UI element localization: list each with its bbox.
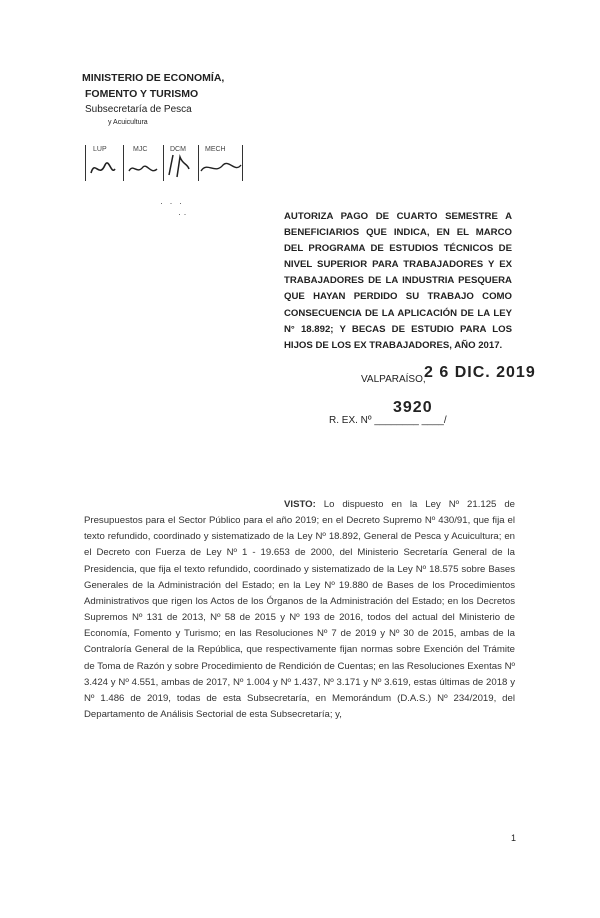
visto-paragraph (84, 497, 515, 723)
stamp-label-mjc: MJC (133, 146, 148, 153)
stamp-label-lup: LUP (93, 146, 107, 153)
margin-marks-2: · · (178, 209, 187, 219)
resolution-title: AUTORIZA PAGO DE CUARTO SEMESTRE A BENEFICIARIOS QUE INDICA, EN EL MARCO DEL PROGRAMA DE ESTUDIOS TÉCNICOS DE NIVEL SUPERIOR PARA TRABAJADORES Y EX TRABAJADORES DE LA INDUSTRIA PESQUERA QUE HAYAN PERDIDO SU TRABAJO COMO CONSECUENCIA DE LA APLICACIÓN DE LA LEY N° 18.892; Y BECAS DE ESTUDIO PARA LOS HIJOS DE LOS EX TRABAJADORES, AÑO 2017. (284, 211, 512, 351)
place-label: VALPARAÍSO, (361, 374, 426, 385)
visto-text: Lo dispuesto en la Ley Nº 21.125 de Presupuestos para el Sector Público para el año 2019; en el Decreto Supremo Nº 430/91, que fija el texto refundido, coordinado y sistematizado de la Ley Nº 18.892, General de Pesca y Acuicultura; en el Decreto con Fuerza de Ley Nº 1 - 19.653 de 2000, del Ministerio Secretaría General de la Presidencia, que fija el texto refundido, coordinado y sistematizado de la Ley Nº 18.575 sobre Bases Generales de la Administración del Estado; en la Ley Nº 19.880 de Bases de los Procedimientos Administrativos que rigen los Actos de los Órganos de la Administración del Estado; en los Decretos Supremos Nº 131 de 2013, Nº 58 de 2015 y Nº 193 de 2016, todos del actual del Ministerio de Economía, Fomento y Turismo; en las Resoluciones Nº 7 de 2019 y Nº 30 de 2015, ambas de la Contraloría General de la República, que respectivamente fijan normas sobre Exención del Trámite de Toma de Razón y sobre Procedimiento de Rendición de Cuentas; en las Resoluciones Exentas Nº 3.424 y Nº 4.551, ambas de 2017, Nº 1.004 y Nº 1.437, Nº 3.171 y Nº 3.619, estas últimas de 2018 y Nº 1.486 de 2019, todas de esta Subsecretaría, en Memorándum (D.A.S.) Nº 234/2019, del Departamento de Análisis Sectorial de esta Subsecretaría; y, (84, 499, 515, 721)
initials-stamp (85, 145, 243, 181)
visto-label: VISTO: (284, 499, 316, 510)
resolution-number: 3920 (393, 399, 433, 416)
resolution-label: R. EX. Nº ________ ____/ (329, 415, 447, 426)
date-stamp: 2 6 DIC. 2019 (424, 364, 536, 381)
acuicultura-label: y Acuicultura (108, 119, 148, 126)
stamp-label-dcm: DCM (170, 146, 186, 153)
ministry-name-line2: FOMENTO Y TURISMO (85, 88, 199, 100)
margin-marks: · · · (160, 198, 184, 208)
ministry-name-line1: MINISTERIO DE ECONOMÍA, (82, 72, 225, 84)
ministry-header (82, 70, 224, 127)
subsecretaria-name: Subsecretaría de Pesca (85, 104, 192, 115)
initials-signatures (85, 145, 243, 181)
page-number: 1 (511, 833, 517, 843)
stamp-label-mech: MECH (205, 146, 226, 153)
